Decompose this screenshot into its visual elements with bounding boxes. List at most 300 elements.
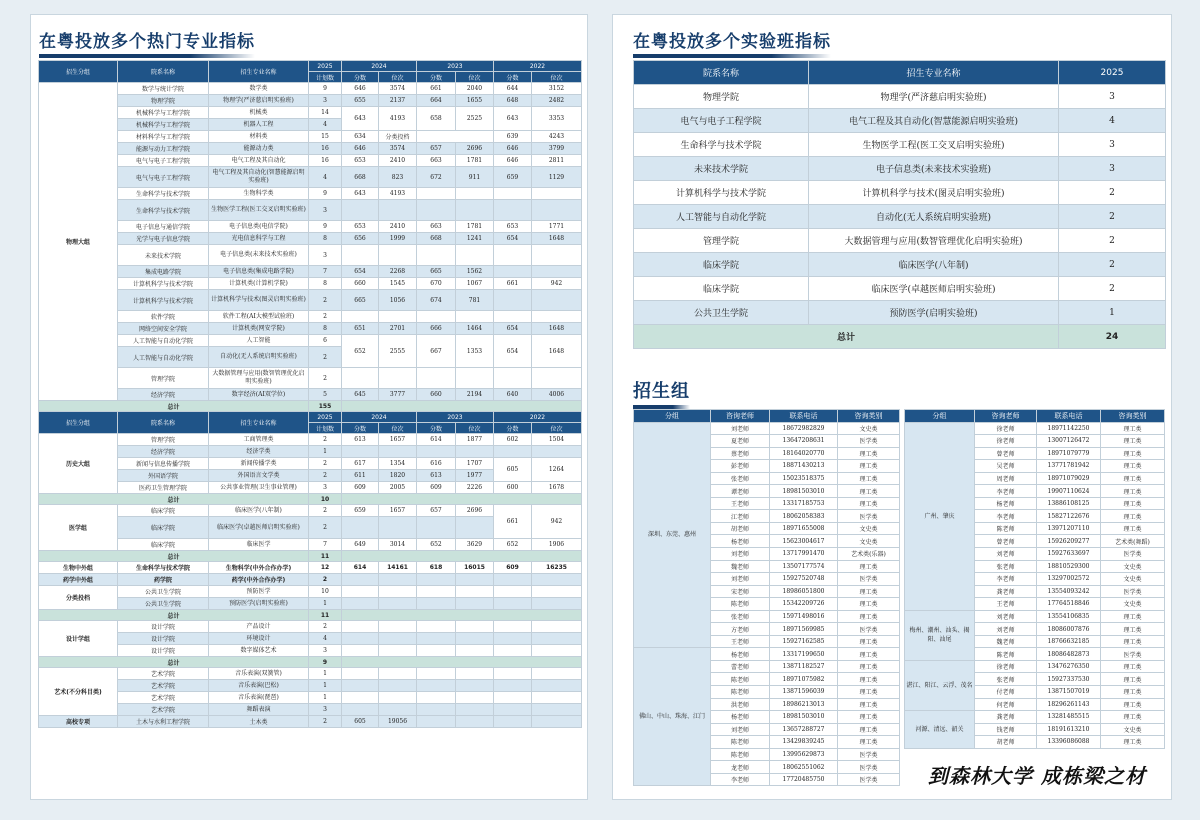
score-cell: 659: [494, 167, 532, 188]
type-cell: 理工类: [1101, 610, 1165, 623]
score-cell: 942: [532, 505, 582, 539]
table-cell: [417, 517, 456, 539]
teacher-cell: 杨老师: [711, 648, 770, 661]
college-cell: 管理学院: [634, 229, 809, 253]
table-cell: [379, 598, 417, 610]
score-cell: 3629: [456, 539, 494, 551]
type-cell: 理工类: [1101, 736, 1165, 749]
table-row: [39, 482, 582, 494]
score-cell: 1820: [379, 470, 417, 482]
major-cell: 临床医学(卓越医师启明实验班): [209, 517, 309, 539]
college-cell: 艺术学院: [118, 692, 209, 704]
score-cell: 657: [417, 505, 456, 517]
type-cell: 理工类: [1101, 510, 1165, 523]
table-cell: 614: [342, 562, 379, 574]
score-cell: 672: [417, 167, 456, 188]
score-cell: 660: [417, 389, 456, 401]
teacher-cell: 李老师: [711, 773, 770, 786]
table-cell: [494, 633, 532, 645]
header-major: 招生专业名称: [209, 412, 309, 434]
phone-cell: 18971079779: [1037, 447, 1101, 460]
header-score: 分数: [342, 423, 379, 434]
score-cell: 660: [342, 278, 379, 290]
contacts-table-left: [633, 409, 900, 786]
score-cell: 634: [342, 131, 379, 143]
table-cell: [456, 446, 494, 458]
table-row: [39, 645, 582, 657]
header-teacher: 咨询老师: [711, 410, 770, 423]
score-cell: 609: [417, 482, 456, 494]
header-year: 2023: [417, 412, 494, 423]
teacher-cell: 陈老师: [975, 522, 1037, 535]
score-cell: 661: [494, 278, 532, 290]
plan-cell: 1: [1059, 301, 1166, 325]
score-cell: 2005: [379, 482, 417, 494]
table-cell: [342, 517, 379, 539]
college-cell: 能源与动力工程学院: [118, 143, 209, 155]
header-score: 分数: [417, 72, 456, 83]
group-name: 生物中外组: [39, 562, 118, 574]
score-cell: 2226: [456, 482, 494, 494]
phone-cell: 13007126472: [1037, 435, 1101, 448]
score-cell: 1977: [456, 470, 494, 482]
header-major: 招生专业名称: [809, 61, 1059, 85]
score-cell: 613: [342, 434, 379, 446]
plan-cell: 2: [1059, 277, 1166, 301]
table-row: [39, 155, 582, 167]
table-cell: [532, 692, 582, 704]
region-cell: 深圳、东莞、惠州: [634, 422, 711, 648]
type-cell: 文史类: [838, 522, 900, 535]
table-cell: [417, 311, 456, 323]
table-cell: [456, 704, 494, 716]
score-cell: 1241: [456, 233, 494, 245]
plan-cell: 4: [309, 633, 342, 645]
phone-cell: 15927162585: [770, 635, 838, 648]
phone-cell: 18986213013: [770, 698, 838, 711]
college-cell: 设计学院: [118, 621, 209, 633]
score-cell: 2040: [456, 83, 494, 95]
header-score: 分数: [417, 423, 456, 434]
phone-cell: 13317199650: [770, 648, 838, 661]
major-cell: 经济学类: [209, 446, 309, 458]
table-cell: 1678: [532, 482, 582, 494]
teacher-cell: 龚老师: [975, 711, 1037, 724]
table-row: [39, 290, 582, 311]
teacher-cell: 陈老师: [711, 598, 770, 611]
type-cell: 理工类: [1101, 422, 1165, 435]
teacher-cell: 陈老师: [711, 736, 770, 749]
plan-cell: 3: [1059, 85, 1166, 109]
type-cell: 医学类: [1101, 648, 1165, 661]
type-cell: 理工类: [838, 723, 900, 736]
major-cell: 临床医学(八年制): [209, 505, 309, 517]
table-row: [634, 157, 1166, 181]
table-row: [634, 109, 1166, 133]
header-college: 院系名称: [118, 412, 209, 434]
plan-cell: 2: [1059, 205, 1166, 229]
left-page: [30, 14, 588, 800]
type-cell: 理工类: [1101, 472, 1165, 485]
phone-cell: 13396086088: [1037, 736, 1101, 749]
header-rank: 位次: [532, 72, 582, 83]
type-cell: 理工类: [838, 472, 900, 485]
table-row: [39, 458, 582, 470]
major-cell: 计算机科学与技术(图灵启明实验班): [809, 181, 1059, 205]
header-row: [634, 61, 1166, 85]
table-row: [39, 311, 582, 323]
header-phone: 联系电话: [1037, 410, 1101, 423]
table-cell: [342, 704, 379, 716]
table-row: [634, 253, 1166, 277]
total-label: 总计: [39, 551, 309, 562]
teacher-cell: 夏老师: [711, 435, 770, 448]
table-row: [39, 586, 582, 598]
teacher-cell: 张老师: [975, 673, 1037, 686]
teacher-cell: 龙老师: [711, 761, 770, 774]
major-cell: 物理学(严济慈启明实验班): [809, 85, 1059, 109]
type-cell: 理工类: [838, 686, 900, 699]
table-row: [634, 205, 1166, 229]
college-cell: 物理学院: [118, 95, 209, 107]
phone-cell: 18971075982: [770, 673, 838, 686]
plan-cell: 16: [309, 143, 342, 155]
table-row: [634, 133, 1166, 157]
phone-cell: 13317185753: [770, 497, 838, 510]
college-cell: 艺术学院: [118, 668, 209, 680]
type-cell: 文史类: [1101, 723, 1165, 736]
score-cell: 4006: [532, 389, 582, 401]
table-row: [634, 229, 1166, 253]
table-cell: 2: [309, 716, 342, 728]
score-cell: 646: [342, 143, 379, 155]
type-cell: 文史类: [838, 535, 900, 548]
type-cell: 理工类: [838, 585, 900, 598]
major-cell: 公共事业管理(卫生事业管理): [209, 482, 309, 494]
score-cell: 645: [342, 389, 379, 401]
total-label: 总计: [39, 401, 309, 412]
table-cell: [417, 716, 456, 728]
header-year: 2024: [342, 61, 417, 72]
teacher-cell: 李老师: [975, 573, 1037, 586]
score-cell: 3574: [379, 83, 417, 95]
total-value: 11: [309, 551, 342, 562]
table-cell: 12: [309, 562, 342, 574]
table-cell: [342, 586, 379, 598]
score-cell: 670: [417, 278, 456, 290]
type-cell: 艺术类(舞蹈): [1101, 535, 1165, 548]
phone-cell: 18164020770: [770, 447, 838, 460]
table-row: [39, 539, 582, 551]
table-row: [39, 668, 582, 680]
plan-cell: 2: [309, 434, 342, 446]
table-cell: [417, 368, 456, 389]
table-cell: 19056: [379, 716, 417, 728]
college-cell: 生命科学与技术学院: [118, 562, 209, 574]
group-name: 医学组: [39, 505, 118, 551]
score-cell: 665: [417, 266, 456, 278]
region-cell: 佛山、中山、珠海、江门: [634, 648, 711, 786]
header-score: 分数: [494, 423, 532, 434]
score-cell: 2268: [379, 266, 417, 278]
table-row: [39, 278, 582, 290]
score-cell: 665: [342, 290, 379, 311]
type-cell: 医学类: [838, 573, 900, 586]
table-row: [39, 434, 582, 446]
teacher-cell: 杨老师: [711, 711, 770, 724]
score-cell: 663: [417, 155, 456, 167]
table-cell: [532, 704, 582, 716]
phone-cell: 15927337530: [1037, 673, 1101, 686]
table-cell: [456, 200, 494, 221]
table-cell: [379, 311, 417, 323]
table-cell: [342, 645, 379, 657]
total-value: 24: [1059, 325, 1166, 349]
table-cell: [532, 245, 582, 266]
table-row: [39, 188, 582, 200]
table-cell: [532, 266, 582, 278]
table-cell: [494, 574, 532, 586]
table-cell: [417, 188, 456, 200]
total-value: 10: [309, 494, 342, 505]
major-cell: 预防医学(启明实验班): [809, 301, 1059, 325]
header-region: 分组: [905, 410, 975, 423]
phone-cell: 13281485515: [1037, 711, 1101, 724]
major-cell: 数字经济(AI双学位): [209, 389, 309, 401]
score-cell: 1657: [379, 434, 417, 446]
teacher-cell: 徐老师: [975, 422, 1037, 435]
major-cell: 人工智能: [209, 335, 309, 347]
college-cell: 集成电路学院: [118, 266, 209, 278]
type-cell: 医学类: [838, 748, 900, 761]
score-cell: 4193: [379, 188, 417, 200]
type-cell: 医学类: [838, 761, 900, 774]
plan-cell: 3: [1059, 157, 1166, 181]
plan-cell: 3: [309, 482, 342, 494]
college-cell: 数学与统计学院: [118, 83, 209, 95]
table-cell: [494, 692, 532, 704]
major-cell: 电子信息类(未来技术实验班): [809, 157, 1059, 181]
total-row: [39, 657, 582, 668]
college-cell: 物理学院: [634, 85, 809, 109]
table-cell: 609: [494, 562, 532, 574]
phone-cell: 15971498016: [770, 610, 838, 623]
group-name: 高校专项: [39, 716, 118, 728]
college-cell: 公共卫生学院: [118, 586, 209, 598]
phone-cell: 15926209277: [1037, 535, 1101, 548]
table-cell: [494, 716, 532, 728]
table-row: [39, 266, 582, 278]
table-cell: [379, 633, 417, 645]
score-cell: 2555: [379, 335, 417, 368]
plan-cell: 2: [1059, 181, 1166, 205]
table-cell: [379, 668, 417, 680]
table-cell: [456, 368, 494, 389]
plan-cell: 3: [309, 645, 342, 657]
table-row: [39, 680, 582, 692]
table-cell: [532, 368, 582, 389]
table-row: [39, 368, 582, 389]
teacher-cell: 魏老师: [711, 560, 770, 573]
table-row: [39, 704, 582, 716]
table-cell: [532, 586, 582, 598]
contact-row: [634, 648, 900, 661]
college-cell: 计算机科学与技术学院: [118, 290, 209, 311]
teacher-cell: 张老师: [975, 560, 1037, 573]
score-cell: 1056: [379, 290, 417, 311]
teacher-cell: 谭老师: [711, 485, 770, 498]
major-cell: 软件工程(AI大模型试验班): [209, 311, 309, 323]
type-cell: 理工类: [838, 497, 900, 510]
college-cell: 设计学院: [118, 633, 209, 645]
table-cell: [494, 621, 532, 633]
table-cell: [417, 633, 456, 645]
teacher-cell: 付老师: [975, 686, 1037, 699]
score-cell: 646: [494, 143, 532, 155]
table-cell: [379, 368, 417, 389]
table-cell: [379, 692, 417, 704]
plan-cell: 9: [309, 221, 342, 233]
score-cell: 611: [342, 470, 379, 482]
score-cell: 605: [494, 458, 532, 482]
table-row: [39, 107, 582, 119]
total-row: [39, 610, 582, 621]
college-cell: 计算机科学与技术学院: [118, 278, 209, 290]
score-cell: 657: [417, 143, 456, 155]
table-cell: 602: [494, 434, 532, 446]
table-cell: [494, 704, 532, 716]
header-score: 分数: [342, 72, 379, 83]
table-row: [39, 574, 582, 586]
score-cell: 668: [417, 233, 456, 245]
teacher-cell: 张老师: [711, 472, 770, 485]
table-cell: [417, 598, 456, 610]
teacher-cell: 魏老师: [975, 635, 1037, 648]
score-cell: 654: [494, 335, 532, 368]
table-cell: [417, 131, 494, 143]
table-row: [634, 181, 1166, 205]
college-cell: 生命科学与技术学院: [634, 133, 809, 157]
table-cell: [494, 266, 532, 278]
phone-cell: 18086482873: [1037, 648, 1101, 661]
total-label: 总计: [39, 657, 309, 668]
header-year: 2025: [309, 412, 342, 423]
major-cell: 自动化(无人系统启明实验班): [209, 347, 309, 368]
teacher-cell: 杨老师: [975, 497, 1037, 510]
plan-cell: 2: [309, 290, 342, 311]
type-cell: 理工类: [1101, 711, 1165, 724]
major-cell: 计算机类(网安学院): [209, 323, 309, 335]
region-cell: 梅州、潮州、汕头、揭阳、汕尾: [905, 610, 975, 660]
score-cell: 1129: [532, 167, 582, 188]
major-cell: 光电信息科学与工程: [209, 233, 309, 245]
score-cell: 613: [417, 470, 456, 482]
phone-cell: 18191613210: [1037, 723, 1101, 736]
table-cell: [532, 716, 582, 728]
college-cell: 生命科学与技术学院: [118, 200, 209, 221]
table-cell: [417, 692, 456, 704]
college-cell: 设计学院: [118, 645, 209, 657]
major-cell: 材料类: [209, 131, 309, 143]
plan-cell: 2: [309, 458, 342, 470]
phone-cell: 15927633697: [1037, 548, 1101, 561]
teacher-cell: 徐老师: [975, 660, 1037, 673]
college-cell: 电气与电子工程学院: [118, 167, 209, 188]
major-cell: 预防医学: [209, 586, 309, 598]
table-cell: [456, 517, 494, 539]
major-cell: 环境设计: [209, 633, 309, 645]
header-phone: 联系电话: [770, 410, 838, 423]
type-cell: 理工类: [838, 447, 900, 460]
type-cell: 理工类: [1101, 485, 1165, 498]
college-cell: 电气与电子工程学院: [634, 109, 809, 133]
score-cell: 1648: [532, 233, 582, 245]
major-cell: 舞蹈表演: [209, 704, 309, 716]
table-row: [39, 389, 582, 401]
group-name: 设计学组: [39, 621, 118, 657]
type-cell: 理工类: [1101, 460, 1165, 473]
college-cell: 网络空间安全学院: [118, 323, 209, 335]
plan-cell: 15: [309, 131, 342, 143]
phone-cell: 15827122676: [1037, 510, 1101, 523]
table-cell: 600: [494, 482, 532, 494]
table-cell: [379, 680, 417, 692]
score-cell: 3777: [379, 389, 417, 401]
type-cell: 理工类: [1101, 447, 1165, 460]
table-cell: [379, 517, 417, 539]
phone-cell: 13717991470: [770, 548, 838, 561]
score-cell: 781: [456, 290, 494, 311]
teacher-cell: 张老师: [711, 610, 770, 623]
college-cell: 人工智能与自动化学院: [118, 347, 209, 368]
table-cell: [532, 621, 582, 633]
type-cell: 理工类: [838, 660, 900, 673]
major-cell: 药学(中外合作办学): [209, 574, 309, 586]
total-label: 总计: [39, 494, 309, 505]
score-cell: 3152: [532, 83, 582, 95]
score-cell: 2525: [456, 107, 494, 131]
table-cell: [417, 446, 456, 458]
type-cell: 理工类: [1101, 623, 1165, 636]
score-cell: 653: [342, 221, 379, 233]
plan-cell: 1: [309, 692, 342, 704]
table-row: [39, 323, 582, 335]
table-cell: [494, 645, 532, 657]
table-cell: [456, 680, 494, 692]
table-cell: [342, 551, 582, 562]
teacher-cell: 龚老师: [975, 585, 1037, 598]
plan-cell: 3: [1059, 133, 1166, 157]
table-cell: [417, 245, 456, 266]
header-year: 2025: [309, 61, 342, 72]
contact-row: [634, 422, 900, 435]
table-cell: [494, 311, 532, 323]
table-row: [39, 83, 582, 95]
table-cell: [342, 692, 379, 704]
type-cell: 理工类: [838, 610, 900, 623]
score-cell: 653: [342, 155, 379, 167]
teacher-cell: 陈老师: [975, 648, 1037, 661]
contacts-table-right: [904, 409, 1165, 749]
score-cell: 2696: [456, 505, 494, 517]
table-cell: [532, 446, 582, 458]
major-cell: 音乐表演(双簧管): [209, 668, 309, 680]
table-cell: [342, 245, 379, 266]
table-row: [39, 221, 582, 233]
contact-row: [905, 660, 1165, 673]
type-cell: 文史类: [1101, 598, 1165, 611]
total-row: [39, 494, 582, 505]
